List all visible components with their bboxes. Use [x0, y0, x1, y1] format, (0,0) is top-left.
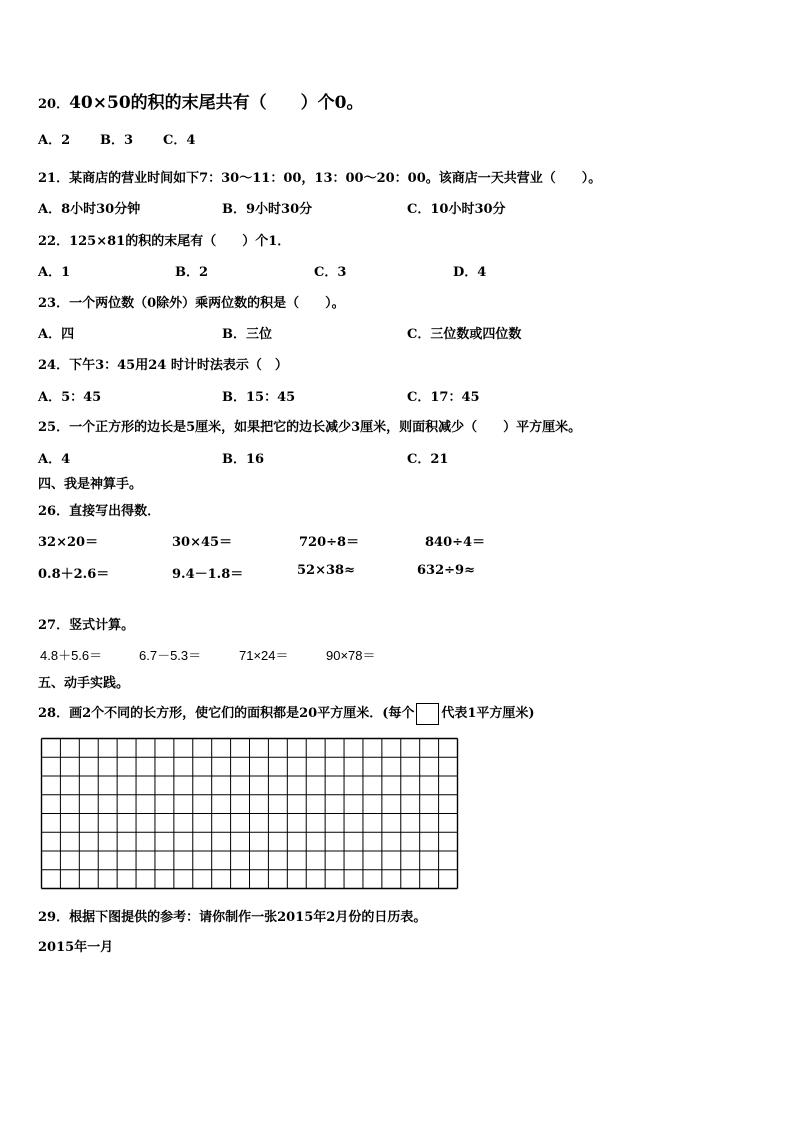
q21-option-b: B．9小时30分 [222, 202, 313, 217]
q27-expr-2: 6.7－5.3＝ [139, 648, 202, 663]
q29-caption: 2015年一月 [38, 940, 114, 955]
q24-text: 24．下午3：45用24 时计时法表示（ ） [38, 358, 288, 373]
q25-option-c: C．21 [407, 452, 449, 467]
q26-expr-6: 9.4－1.8＝ [172, 567, 244, 582]
q28-text-before: 28．画2个不同的长方形，使它们的面积都是20平方厘米．(每个 [38, 706, 415, 721]
q23-option-a: A．四 [38, 327, 75, 342]
q27-expr-4: 90×78＝ [326, 648, 376, 663]
q20-number: 20． [38, 97, 70, 112]
section-4-heading: 四、我是神算手。 [38, 477, 143, 492]
q22-option-d: D．4 [453, 265, 487, 280]
q26-expr-5: 0.8＋2.6＝ [38, 567, 110, 582]
q25-option-b: B．16 [222, 452, 265, 467]
q26-expr-3: 720÷8＝ [299, 535, 360, 550]
q22-option-b: B．2 [175, 265, 209, 280]
q26-expr-2: 30×45＝ [172, 535, 233, 550]
q23-option-b: B．三位 [222, 327, 272, 342]
q25-text: 25．一个正方形的边长是5厘米，如果把它的边长减少3厘米，则面积减少（ ）平方厘米。 [38, 420, 582, 435]
q22-option-c: C．3 [314, 265, 347, 280]
q20-option-b: B．3 [100, 133, 134, 148]
q21-option-a: A．8小时30分钟 [38, 202, 141, 217]
q26-text: 26．直接写出得数． [38, 504, 161, 519]
q24-option-a: A．5：45 [38, 390, 102, 405]
q22-text: 22．125×81的积的末尾有（ ）个1． [38, 234, 291, 249]
q29-text: 29．根据下图提供的参考：请你制作一张2015年2月份的日历表。 [38, 910, 427, 925]
q24-option-c: C．17：45 [407, 390, 480, 405]
q20-option-c: C．4 [163, 133, 196, 148]
q26-expr-8: 632÷9≈ [417, 563, 475, 578]
q23-option-c: C．三位数或四位数 [407, 327, 522, 342]
q27-expr-1: 4.8＋5.6＝ [40, 648, 103, 663]
q25-option-a: A．4 [38, 452, 71, 467]
q20-text: 40×50的积的末尾共有（ ）个0。 [69, 93, 364, 113]
q27-text: 27．竖式计算。 [38, 618, 135, 633]
q21-text: 21．某商店的营业时间如下7：30～11：00，13：00～20：00。该商店一天共营业（ ）。 [38, 171, 602, 186]
q27-expr-3: 71×24＝ [239, 648, 289, 663]
q26-expr-7: 52×38≈ [297, 563, 355, 578]
question-20 [38, 88, 363, 113]
q28-text-after: 代表1平方厘米) [441, 706, 535, 721]
q26-expr-1: 32×20＝ [38, 535, 99, 550]
q28-text [38, 702, 535, 725]
unit-square-icon [416, 703, 439, 725]
q24-option-b: B．15：45 [222, 390, 296, 405]
q26-expr-4: 840÷4＝ [425, 535, 486, 550]
q21-option-c: C．10小时30分 [407, 202, 506, 217]
q22-option-a: A．1 [38, 265, 71, 280]
q20-option-a: A．2 [38, 133, 71, 148]
section-5-heading: 五、动手实践。 [38, 676, 130, 691]
q23-text: 23．一个两位数（0除外）乘两位数的积是（ ）。 [38, 296, 345, 311]
q28-grid[interactable] [40, 737, 460, 891]
